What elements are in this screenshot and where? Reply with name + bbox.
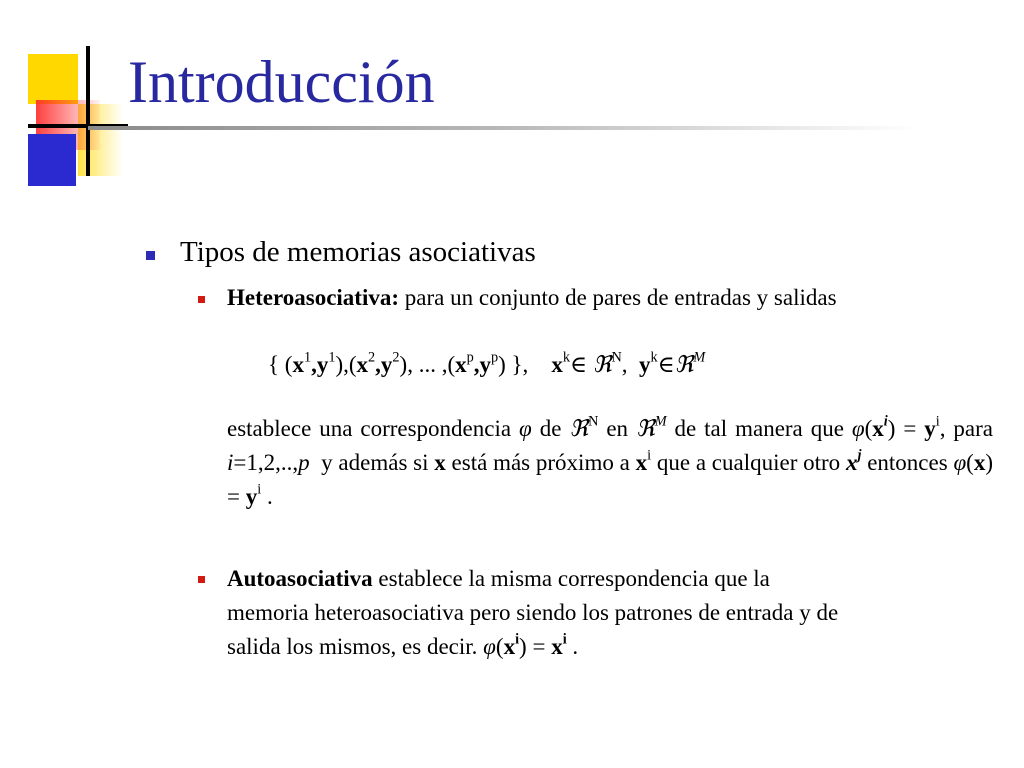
pairs-formula: { $(x^1,y^1),(x^2,y^2)$, ... $,(x^p,y^p)$ }, $x^k\in$ ℜ$^N$, $y^k\in ℜ^M$ [268, 349, 706, 377]
bullet-square-icon [146, 251, 155, 260]
page-title: Introducción [128, 49, 435, 115]
hetero-text: para un conjunto de pares de entradas y salidas [399, 285, 837, 310]
title-divider [88, 126, 918, 130]
hetero-term: Heteroasociativa: [227, 285, 400, 310]
hetero-paragraph: establece una correspondencia φ de ℜ$^N$ en ℜ$^M$ de tal manera que $\varphi(x^i) = y^i$, para i=1,2,..,p y además si x está más próximo a $x^i$ que a cualquier otro $x^j$ entonces $\varphi(x) = y^i$ . [227, 413, 994, 509]
decorative-corner-graphic [0, 0, 130, 200]
bullet-square-icon [198, 576, 205, 583]
auto-term: Autoasociativa [227, 566, 373, 591]
level1-bullet-text: Tipos de memorias asociativas [180, 236, 536, 268]
hetero-bullet [227, 281, 837, 315]
auto-bullet: Autoasociativa establece la misma correspondencia que la memoria heteroasociativa pero siendo los patrones de entrada y de salida los mismos, es decir. $\varphi(x^i) = x^i$ . [227, 566, 839, 659]
bullet-square-icon [198, 296, 205, 303]
